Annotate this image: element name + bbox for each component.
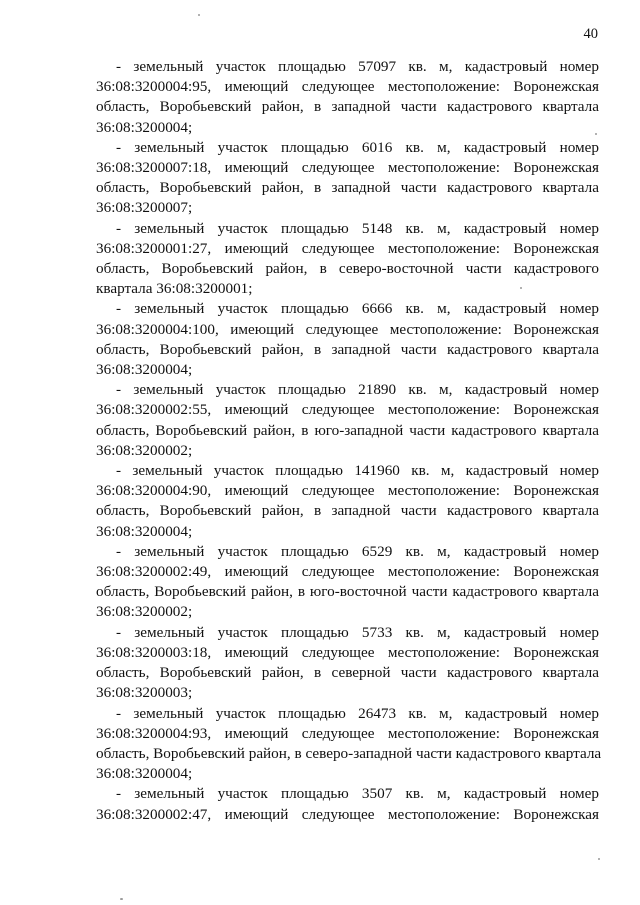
entry-line: 36:08:3200004; [96,765,193,783]
entry-line: 36:08:3200001:27, имеющий следующее местоположение: Воронежская [96,239,599,257]
land-plot-entry [96,461,599,542]
entry-line: область, Воробьевский район, в юго-восточной части кадастрового квартала [96,583,599,601]
entry-line: квартала 36:08:3200001; [96,280,253,298]
entry-line: область, Воробьевский район, в северо-западной части кадастрового квартала [96,744,602,762]
land-plot-entry [96,57,599,138]
entry-line: 36:08:3200004; [96,118,193,136]
entry-first-line: - земельный участок площадью 6016 кв. м, кадастровый номер [116,138,599,156]
entry-first-line: - земельный участок площадью 6529 кв. м, кадастровый номер [116,542,599,560]
entry-line: 36:08:3200004:93, имеющий следующее местоположение: Воронежская [96,724,599,742]
document-body [96,57,602,825]
entry-line: область, Воробьевский район, в западной части кадастрового квартала [96,502,599,520]
entry-line: 36:08:3200007:18, имеющий следующее местоположение: Воронежская [96,159,599,177]
entry-first-line: - земельный участок площадью 3507 кв. м, кадастровый номер [116,785,599,803]
entry-line: область, Воробьевский район, в юго-западной части кадастрового квартала [96,421,599,439]
land-plot-entry [96,299,599,380]
entry-first-line: - земельный участок площадью 5733 кв. м, кадастровый номер [116,623,599,641]
entry-first-line: - земельный участок площадью 57097 кв. м, кадастровый номер [116,58,599,75]
entry-line: 36:08:3200004; [96,361,193,379]
entry-first-line: - земельный участок площадью 141960 кв. м, кадастровый номер [116,462,599,480]
land-plot-entry [96,219,599,300]
scan-speck [120,898,123,900]
land-plot-entry [96,784,599,824]
entry-first-line: - земельный участок площадью 5148 кв. м, кадастровый номер [116,219,599,237]
land-plot-entry [96,704,602,785]
land-plot-entry [96,542,599,623]
entry-line: 36:08:3200004:100, имеющий следующее местоположение: Воронежская [96,320,599,338]
entry-line: 36:08:3200007; [96,199,193,217]
scan-speck [595,133,597,135]
entry-line: 36:08:3200003; [96,684,193,702]
entry-line: 36:08:3200004; [96,522,193,540]
entry-line: 36:08:3200002:55, имеющий следующее местоположение: Воронежская [96,401,599,419]
entry-line: 36:08:3200003:18, имеющий следующее местоположение: Воронежская [96,643,599,661]
entry-line: 36:08:3200002; [96,603,193,621]
entry-line: 36:08:3200002:49, имеющий следующее местоположение: Воронежская [96,563,599,581]
entry-first-line: - земельный участок площадью 21890 кв. м, кадастровый номер [116,381,599,399]
entry-line: 36:08:3200002; [96,441,193,459]
scan-speck [598,858,600,860]
entry-line: область, Воробьевский район, в северо-восточной части кадастрового [96,260,599,278]
entry-line: 36:08:3200004:90, имеющий следующее местоположение: Воронежская [96,482,599,500]
scan-speck [520,287,522,289]
entry-line: область, Воробьевский район, в западной части кадастрового квартала [96,340,599,358]
land-plot-entry [96,380,599,461]
entry-line: область, Воробьевский район, в западной части кадастрового квартала [96,179,599,197]
page-number: 40 [583,26,598,42]
land-plot-entry [96,623,599,704]
entry-line: область, Воробьевский район, в северной части кадастрового квартала [96,664,599,682]
entry-first-line: - земельный участок площадью 6666 кв. м, кадастровый номер [116,300,599,318]
scan-speck [198,14,200,16]
entry-line: область, Воробьевский район, в западной части кадастрового квартала [96,98,599,116]
entry-line: 36:08:3200004:95, имеющий следующее местоположение: Воронежская [96,78,599,96]
land-plot-entry [96,138,599,219]
entry-line: 36:08:3200002:47, имеющий следующее местоположение: Воронежская [96,805,599,823]
entry-first-line: - земельный участок площадью 26473 кв. м, кадастровый номер [116,704,599,722]
